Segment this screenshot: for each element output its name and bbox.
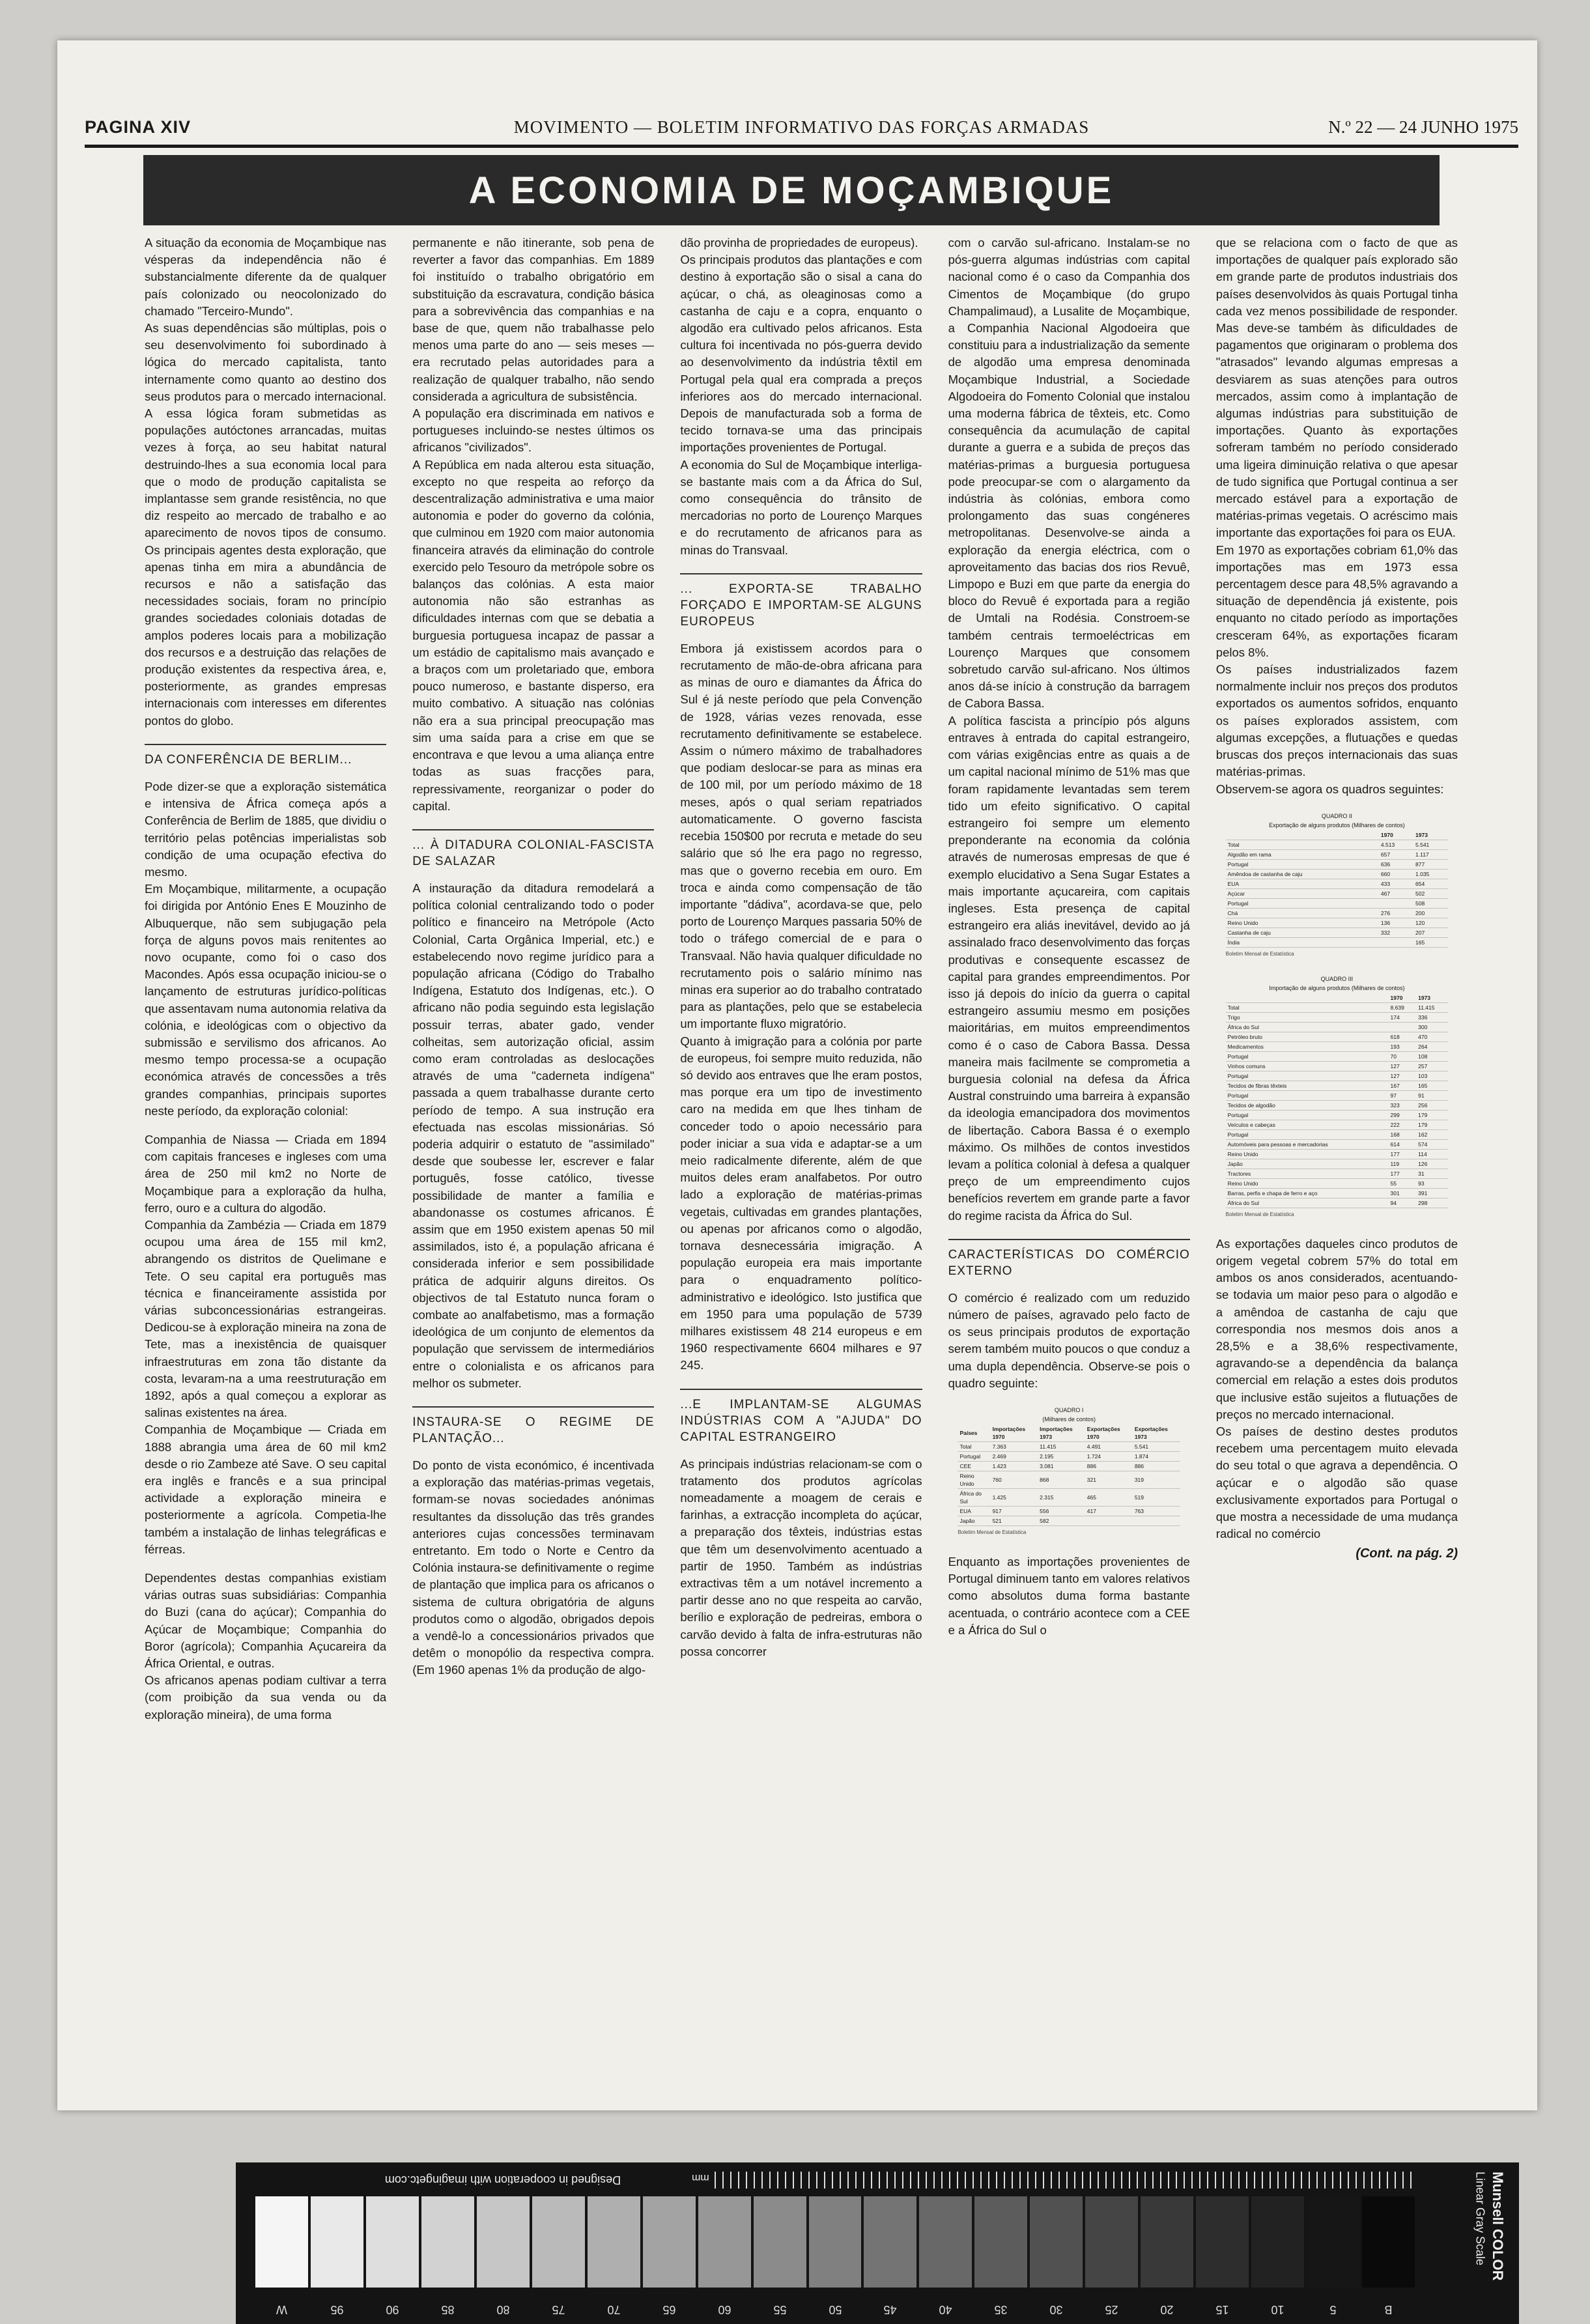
paragraph: Em Moçambique, militarmente, a ocupação foi dirigida por António Enes E Mouzinho de Albuquerque, não sem subjugação pela força de alguns povos mais renitentes ao novo ocupante, como foi o caso dos Macondes. Após essa ocupação iniciou-se o lançamento de estruturas jurídico-políticas que assentavam numa autonomia relativa da colónia, e ideológicas com o objectivo da submissão e servilismo dos africanos. Ao mesmo tempo processa-se a ocupação económica através de concessões a três grandes companhias, principais suportes neste período, da exploração colonial: (145, 882, 387, 1118)
table-cell: Importações 1973 (1038, 1424, 1085, 1442)
table-row (1226, 840, 1449, 849)
table-cell: CEE (958, 1462, 990, 1471)
table-cell: 8.639 (1389, 1002, 1417, 1012)
table-cell: 177 (1389, 1149, 1417, 1159)
table-cell: 7.363 (991, 1442, 1038, 1452)
table-cell: 1.724 (1085, 1452, 1133, 1462)
table-row (958, 1507, 1180, 1516)
table-cell: 120 (1413, 918, 1448, 928)
table-row (1226, 928, 1449, 937)
table-cell: 877 (1413, 859, 1448, 869)
table-cell: 1.117 (1413, 849, 1448, 859)
table-cell: 256 (1416, 1100, 1448, 1110)
table-cell: Amêndoa de castanha de caju (1226, 869, 1379, 879)
paragraph: que se relaciona com o facto de que as importações de qualquer país explorado são em grande parte de produtos industriais dos países desenvolvidos às quais Portugal tinha cada vez menos possibilidade de responder. Mas deve-se também às dificuldades de pagamentos que originaram o problema dos "atrasados" levando algumas empresas a desviarem as suas atenções para outros mercados, assim como à implantação de algumas indústrias para substituição de importações. Quanto às exportações sofreram também no período considerado uma ligeira diminuição relativa o que apesar de tudo significa que Portugal continua a ser mercado estável para a exportação de matérias-primas vegetais. O acréscimo mais importante das exportações foi para os EUA. (1215, 236, 1458, 540)
mm-ruler (715, 2172, 1412, 2189)
table-title: QUADRO I (1054, 1407, 1084, 1413)
table-cell: Portugal (1226, 1051, 1389, 1061)
gray-scale-number: 55 (773, 2303, 787, 2316)
table-cell: 193 (1389, 1042, 1417, 1051)
table-cell: 470 (1416, 1032, 1448, 1042)
table-row (1226, 993, 1449, 1003)
paragraph: Pode dizer-se que a exploração sistemática e intensiva de África começa após a Conferência de Berlim de 1885, que dividiu o território pelas potências imperialistas sob condição de uma ocupação efectiva do mesmo. (145, 779, 387, 879)
gray-patch (974, 2196, 1027, 2288)
strip-credit: Designed in cooperation with imagingetc.com (384, 2174, 621, 2187)
gray-patch (588, 2196, 640, 2288)
table-subtitle: Exportação de alguns produtos (Milhares de contos) (1269, 821, 1405, 829)
table-cell: 11.415 (1038, 1442, 1085, 1452)
table-cell: 417 (1085, 1507, 1133, 1516)
table-cell: 1.423 (991, 1462, 1038, 1471)
table-row (1226, 1110, 1449, 1120)
gray-scale-number: 15 (1215, 2303, 1229, 2316)
table-cell: Portugal (1226, 1110, 1389, 1120)
table-cell: Petróleo bruto (1226, 1032, 1389, 1042)
table-cell: 2.195 (1038, 1452, 1085, 1462)
table-cell: 886 (1133, 1462, 1180, 1471)
table-cell: 1970 (1389, 993, 1417, 1003)
table-row (958, 1462, 1180, 1471)
table-cell: Chá (1226, 908, 1379, 918)
table-cell: Tecidos de fibras têxteis (1226, 1081, 1389, 1090)
table-cell: 103 (1416, 1071, 1448, 1081)
table-cell: 126 (1416, 1159, 1448, 1169)
paragraph: As exportações daqueles cinco produtos de origem vegetal cobrem 57% do total em ambos os anos considerados, acentuando-se todavia um maior peso para o algodão e a amêndoa de castanha de caju que correspondia nos mesmos dois anos a 28,5% e a 38,6% respectivamente, agravando-se a dependência da balança comercial em relação a estes dois produtos que inclusive estão sujeitos a flutuações de preços no mercado internacional. (1215, 1236, 1458, 1421)
table-row (1226, 1081, 1449, 1090)
gray-patch (1307, 2196, 1359, 2288)
gray-patch (698, 2196, 751, 2288)
table-cell: África do Sul (1226, 1198, 1389, 1208)
gray-patch (643, 2196, 696, 2288)
table-cell (1085, 1516, 1133, 1526)
gray-scale-number: 25 (1105, 2303, 1118, 2316)
table-row (958, 1452, 1180, 1462)
table-row (958, 1442, 1180, 1452)
table-cell: EUA (958, 1507, 990, 1516)
gray-patch (1141, 2196, 1193, 2288)
table-cell: 108 (1416, 1051, 1448, 1061)
paragraph: Dependentes destas companhias existiam várias outras suas subsidiárias: Companhia do Buzi (cana do açúcar); Companhia do Açúcar de Moçambique; Companhia do Boror (agrícola); Companhia Açucareira da África Oriental, e outras. (145, 1571, 387, 1671)
table-cell: Automóveis para pessoas e mercadorias (1226, 1139, 1389, 1149)
table-row (1226, 1129, 1449, 1139)
paragraph: com o carvão sul-africano. Instalam-se no pós-guerra algumas indústrias com capital nacional como é o caso da Companhia dos Cimentos de Moçambique (do grupo Champalimaud), a Lusalite de Moçambique, a Companhia Nacional Algodoeira que constituiu para a industrialização da semente de algodão uma empresa denominada Moçambique Industrial, a Sociedade Algodoeira do Fomento Colonial que instalou uma moderna fábrica de têxteis, etc. Como consequência da acumulação de capital durante a guerra e a subida de preços das matérias-primas a burguesia portuguesa pode preocupar-se com o alargamento da indústria às colónias, embora como prolongamento das suas congéneres metropolitanas. Desenvolve-se ainda a exploração da energia eléctrica, com o aproveitamento das bacias dos rios Revuê, Limpopo e Buzi em que parte da energia do bloco do Revuê é exportada para a região de Umtali na Rodésia. Constroem-se também centrais termoeléctricas em Lourenço Marques que consomem sobretudo carvão sul-africano. Nos últimos anos dá-se início à construção da barragem de Cabora Bassa. (948, 236, 1190, 711)
gray-scale-number: 30 (1049, 2303, 1063, 2316)
table-cell: Portugal (958, 1452, 990, 1462)
scale-name: Linear Gray Scale (1473, 2172, 1487, 2266)
table-cell: 1970 (1379, 830, 1413, 840)
table-cell: Total (1226, 840, 1379, 849)
table-row (1226, 888, 1449, 898)
table-cell: 177 (1389, 1169, 1417, 1178)
header-rule (85, 145, 1518, 148)
table-row (958, 1489, 1180, 1507)
table-cell: 11.415 (1416, 1002, 1448, 1012)
publication-title: MOVIMENTO — BOLETIM INFORMATIVO DAS FORÇAS ARMADAS (513, 117, 1090, 137)
gray-scale-number: 70 (607, 2303, 621, 2316)
table-cell: Castanha de caju (1226, 928, 1379, 937)
table-cell: 165 (1413, 937, 1448, 947)
table-cell: 298 (1416, 1198, 1448, 1208)
table-source: Boletim Mensal de Estatística (1225, 950, 1294, 957)
paragraph: Embora já existissem acordos para o recrutamento de mão-de-obra africana para as minas de ouro e diamantes da África do Sul é já neste período que pela Convenção de 1928, várias vezes renovada, esse recrutamento definitivamente se estabelece. Assim o número máximo de trabalhadores que podiam deslocar-se para as minas era de 100 mil, por um período máximo de 18 meses, após o qual seriam repatriados automaticamente. O governo fascista recebia 150$00 por recruta e metade do seu salário que só lhe era pago no regresso, mas que o governo recebia em ouro. Em troca e ainda como compensação de tão importante "dádiva", acordava-se que, pelo porto de Lourenço Marques passaria 50% de todo o tráfego comercial de e para o Transvaal. Não havia qualquer dificuldade no recrutamento pois o salário mínimo nas minas era superior ao do trabalho contratado para as plantações, pelo que se estabelecia um importante fluxo migratório. (680, 641, 922, 1031)
table-cell (1379, 898, 1413, 908)
column-4 (948, 234, 1190, 2032)
table-cell: 276 (1379, 908, 1413, 918)
table-title: QUADRO III (1320, 975, 1354, 982)
table-cell: Países (958, 1424, 990, 1442)
table-cell: 4.491 (1085, 1442, 1133, 1452)
table-cell: 93 (1416, 1178, 1448, 1188)
table-row (1226, 1002, 1449, 1012)
table-cell: Reino Unido (1226, 1149, 1389, 1159)
table-cell: 70 (1389, 1051, 1417, 1061)
table-cell: 519 (1133, 1489, 1180, 1507)
section-heading: INSTAURA-SE O REGIME DE PLANTAÇÃO... (412, 1406, 654, 1447)
gray-patch (366, 2196, 419, 2288)
table-cell: Vinhos comuns (1226, 1061, 1389, 1071)
table-cell: 136 (1379, 918, 1413, 928)
article-title: A ECONOMIA DE MOÇAMBIQUE (143, 155, 1440, 225)
table-row (1226, 859, 1449, 869)
paragraph: O comércio é realizado com um reduzido número de países, agravado pelo facto de os seus principais produtos de exportação serem também muito poucos o que conduz a uma dupla dependência. Observe-se pois o quadro seguinte: (948, 1290, 1190, 1390)
paragraph: Quanto à imigração para a colónia por parte de europeus, foi sempre muito reduzida, não só devido aos entraves que lhe eram postos, mas porque era um tipo de investimento caro na medida em que lhes tinham de conceder todo o apoio necessário para poder iniciar a sua vida e adaptar-se a um meio radicalmente diferente, além de que muitos deles eram analfabetos. Por outro lado a exploração de matérias-primas vegetais, cultivadas em grandes plantações, ou apenas por africanos como o algodão, tornava desnecessária imigração. A população europeia era mais importante para o enquadramento político-administrativo e ideológico. Isto justifica que em 1950 para uma população de 5739 milhares existissem 48 214 europeus e em 1960 respectivamente 6604 milhares e 97 245. (680, 1034, 922, 1372)
table-cell: 127 (1389, 1071, 1417, 1081)
gray-patch (754, 2196, 806, 2288)
table-cell: 31 (1416, 1169, 1448, 1178)
table-cell: 332 (1379, 928, 1413, 937)
paragraph: Os países de destino destes produtos recebem uma percentagem muito elevada do seu total o que agrava a dependência. O açúcar e o algodão são quase exclusivamente exportados para Portugal o que mostra a necessidade de uma mudança radical no comércio (1215, 1424, 1458, 1541)
table-cell: 4.513 (1379, 840, 1413, 849)
table-cell: 2.315 (1038, 1489, 1085, 1507)
paragraph: A República em nada alterou esta situação, excepto no que respeita ao reforço da descentralização administrativa e uma maior autonomia e poder do governo da colónia, que culminou em 1920 com maior autonomia financeira através da eliminação do controle exercido pelo Tesouro da metrópole sobre os balanços das colónias. A esta maior autonomia não são estranhas as dificuldades internas com que se debatia a burguesia portuguesa incapaz de passar a um estádio de capitalismo mais avançado e a braços com um proletariado que, embora pouco numeroso, e bastante disperso, era muito combativo. A situação nas colónias não era a sua principal preocupação mas sim uma saída para a crise em que se encontrava e que levou a uma aliança entre todas as suas fracções para, repressivamente, reorganizar o poder do capital. (412, 457, 655, 813)
gray-scale-number: 35 (994, 2303, 1008, 2316)
table-cell (1379, 937, 1413, 947)
table-cell: 168 (1389, 1129, 1417, 1139)
paragraph: A economia do Sul de Moçambique interliga-se bastante mais com a da África do Sul, como consequência do trânsito de mercadorias no porto de Lourenço Marques e do recrutamento de africanos para as minas do Transvaal. (680, 457, 922, 557)
paragraph: A situação da economia de Moçambique nas vésperas da independência não é substancialmente diferente da de qualquer país colonizado ou neocolonizado do chamado "Terceiro-Mundo". (145, 236, 387, 318)
table-cell: 508 (1413, 898, 1448, 908)
table-cell: Importações 1970 (991, 1424, 1038, 1442)
table-cell: Portugal (1226, 859, 1379, 869)
table-cell: Portugal (1226, 1090, 1389, 1100)
table-cell (1133, 1516, 1180, 1526)
gray-patch (532, 2196, 585, 2288)
column-2 (412, 234, 654, 2032)
gray-scale-number: 45 (883, 2303, 897, 2316)
section-heading: ... À DITADURA COLONIAL-FASCISTA DE SALAZAR (412, 829, 654, 870)
table-cell: 200 (1413, 908, 1448, 918)
paragraph: Companhia de Moçambique — Criada em 1888 abrangia uma área de 60 mil km2 desde o rio Zambeze até Save. O seu capital era inglês e francês e a sua principal actividade a exploração mineira e posteriormente a agrícola. Competia-lhe também a instalação de linhas telegráficas e férreas. (145, 1423, 387, 1556)
table-row (1226, 1042, 1449, 1051)
table-cell (1389, 1022, 1417, 1032)
table-cell: 264 (1416, 1042, 1448, 1051)
paragraph: Observem-se agora os quadros seguintes: (1215, 782, 1444, 796)
table-row (958, 1424, 1180, 1442)
issue-date: N.º 22 — 24 JUNHO 1975 (1328, 117, 1518, 137)
paragraph: Companhia de Niassa — Criada em 1894 com capitais franceses e ingleses com uma área de 250 mil km2 no Norte de Moçambique para a exploração da hulha, ferro, ouro e a cultura do algodão. (145, 1132, 387, 1215)
table-cell: Portugal (1226, 1129, 1389, 1139)
paragraph: Os principais produtos das plantações e com destino à exportação são o sisal a cana do açúcar, o chá, as oleaginosas como a castanha de caju e a copra, enquanto o algodão era cultivado pelos africanos. Esta cultura foi incentivada no pós-guerra devido ao desenvolvimento da indústria têxtil em Portugal pela qual era comprada a preços inferiores aos do mercado internacional. Depois de manufacturada sob a forma de tecido tornava-se uma das principais importações provenientes de Portugal. (680, 253, 922, 455)
column-5 (1216, 234, 1458, 2032)
table-row (1226, 830, 1449, 840)
table-row (1226, 898, 1449, 908)
table-source: Boletim Mensal de Estatística (958, 1529, 1027, 1535)
table-cell: 3.081 (1038, 1462, 1085, 1471)
table-cell: 119 (1389, 1159, 1417, 1169)
table-row (1226, 937, 1449, 947)
table-cell: África do Sul (1226, 1022, 1389, 1032)
paragraph: As suas dependências são múltiplas, pois o seu desenvolvimento foi subordinado à lógica do mercado capitalista, tanto internamente como quanto ao destino dos seus produtos para o mercado internacional. A essa lógica foram submetidas as populações autóctones arrancadas, muitas vezes à força, ao seu habitat natural destruindo-lhes a sua economia local para que o modo de produção capitalista se implantasse sem grande resistência, no que diz respeito ao mercado de trabalho e ao aparecimento de novos tipos de consumo. Os principais agentes desta exploração, que apenas tinha em mira a abundância de recursos e não a satisfação das necessidades sociais, foram no princípio grandes sociedades coloniais dotadas de amplos poderes locais para a mobilização dos recursos e a destruição das relações de produção existentes da respectiva área, e, posteriormente, as grandes empresas internacionais com interesses em diferentes pontos do globo. (145, 321, 387, 728)
paragraph: A instauração da ditadura remodelará a política colonial centralizando todo o poder político e financeiro na Metrópole (Acto Colonial, Carta Orgânica Imperial, etc.) e estabelecendo novo regime jurídico para a população africana (Código do Trabalho Indígena, Estatuto dos Indígenas, etc.). O africano não podia seguindo esta legislação possuir terras, abater gado, vender colheitas, sem autorização oficial, assim como eram controladas as deslocações através de uma "caderneta indígena" passada a quem trabalhasse durante certo período de tempo. A sua instrução era efectuada nas escolas missionárias. Só poderia adquirir o estatuto de "assimilado" desde que soubesse ler, escrever e falar português, fosse católico, tivesse possibilidade de manter a família e abandonasse os costumes africanos. É assim que em 1950 existem apenas 50 mil assimilados, isto é, a população africana é considerada inferior e sem possibilidade prática de adquirir alguns direitos. Os objectivos de tal Estatuto nunca foram o combate ao analfabetismo, mas a formação ideológica de um conjunto de elementos da população que servissem de intermediários entre o colonialista e os africanos para melhor os submeter. (412, 881, 655, 1390)
table-row (1226, 1169, 1449, 1178)
table-cell: 5.541 (1413, 840, 1448, 849)
table-cell: 574 (1416, 1139, 1448, 1149)
table-cell: 1.425 (991, 1489, 1038, 1507)
table-cell: Reino Unido (1226, 1178, 1389, 1188)
table-cell: Portugal (1226, 898, 1379, 908)
table-cell: 300 (1416, 1022, 1448, 1032)
table-cell: 127 (1389, 1061, 1417, 1071)
table-quadro-3 (1226, 975, 1449, 1219)
gray-scale-number: 50 (829, 2303, 842, 2316)
table-cell: 222 (1389, 1120, 1417, 1129)
table-cell: 299 (1389, 1110, 1417, 1120)
column-3 (680, 234, 922, 2032)
paragraph: Companhia da Zambézia — Criada em 1879 ocupou uma área de 155 mil km2, abrangendo os distritos de Quelimane e Tete. O seu capital era português mas técnica e financeiramente assistida por várias subconcessionárias estrangeiras. Dedicou-se à exploração mineira na zona de Tete, mas a inexistência de quaisquer infraestruturas em zona tão distante da costa, levaram-na a uma reestruturação em 1892, após a qual começou a explorar as salinas existentes na área. (145, 1217, 387, 1420)
table-row (1226, 1051, 1449, 1061)
table-cell: Total (958, 1442, 990, 1452)
table-cell (1226, 993, 1389, 1003)
table-row (1226, 1120, 1449, 1129)
table-row (1226, 1090, 1449, 1100)
table-subtitle: (Milhares de contos) (1042, 1416, 1096, 1423)
gray-patch (1030, 2196, 1083, 2288)
gray-patch (809, 2196, 862, 2288)
table-row (1226, 918, 1449, 928)
table-cell: 467 (1379, 888, 1413, 898)
table-cell: Algodão em rama (1226, 849, 1379, 859)
table-cell: Exportações 1973 (1133, 1424, 1180, 1442)
table-row (1226, 1071, 1449, 1081)
gray-scale-number: 95 (330, 2303, 344, 2316)
table-cell: 323 (1389, 1100, 1417, 1110)
table-cell: 1973 (1413, 830, 1448, 840)
table-cell: 336 (1416, 1012, 1448, 1022)
table-cell (1226, 830, 1379, 840)
table-cell: 2.469 (991, 1452, 1038, 1462)
section-heading: CARACTERÍSTICAS DO COMÉRCIO EXTERNO (948, 1239, 1190, 1279)
table-quadro-2 (1226, 812, 1449, 958)
table-cell: 654 (1413, 879, 1448, 888)
gray-patch (1085, 2196, 1138, 2288)
gray-scale-number: 80 (496, 2303, 510, 2316)
table-cell: 556 (1038, 1507, 1085, 1516)
gray-patch (1251, 2196, 1304, 2288)
continuation-note: (Cont. na pág. 2) (1356, 1546, 1458, 1561)
table-cell: Veículos e cabeças (1226, 1120, 1389, 1129)
table-cell: 5.541 (1133, 1442, 1180, 1452)
gray-scale-number: W (276, 2303, 287, 2316)
table-cell: Tecidos de algodão (1226, 1100, 1389, 1110)
table-row (1226, 1159, 1449, 1169)
table-quadro-1 (958, 1406, 1180, 1537)
table-cell: 1.035 (1413, 869, 1448, 879)
gray-scale-target (236, 2162, 1519, 2324)
table-cell: 97 (1389, 1090, 1417, 1100)
table-cell: 257 (1416, 1061, 1448, 1071)
table-cell: 1.874 (1133, 1452, 1180, 1462)
gray-patch (421, 2196, 474, 2288)
table-cell: 207 (1413, 928, 1448, 937)
gray-scale-number: 10 (1271, 2303, 1285, 2316)
table-row (958, 1516, 1180, 1526)
gray-scale-number: B (1384, 2303, 1393, 2316)
table-cell: 868 (1038, 1471, 1085, 1489)
table-cell: 502 (1413, 888, 1448, 898)
article-body (145, 234, 1458, 2032)
table-cell: 618 (1389, 1032, 1417, 1042)
table-cell: 614 (1389, 1139, 1417, 1149)
table-cell: 763 (1133, 1507, 1180, 1516)
gray-scale-number: 65 (662, 2303, 676, 2316)
table-row (1226, 908, 1449, 918)
table-cell: 162 (1416, 1129, 1448, 1139)
table-row (1226, 1198, 1449, 1208)
table-cell: Índia (1226, 937, 1379, 947)
table-subtitle: Importação de alguns produtos (Milhares de contos) (1269, 984, 1405, 991)
page-label: PAGINA XIV (85, 117, 192, 137)
gray-patch (477, 2196, 530, 2288)
gray-patch (255, 2196, 308, 2288)
ruler-unit: mm (692, 2172, 709, 2183)
gray-patch (1362, 2196, 1415, 2288)
table-row (1226, 1032, 1449, 1042)
section-heading: ...E IMPLANTAM-SE ALGUMAS INDÚSTRIAS COM A "AJUDA" DO CAPITAL ESTRANGEIRO (680, 1389, 922, 1445)
table-cell: Tractores (1226, 1169, 1389, 1178)
table-cell: Barras, perfis e chapa de ferro e aço (1226, 1188, 1389, 1198)
gray-scale-number: 60 (718, 2303, 731, 2316)
data-table (1226, 830, 1449, 948)
table-cell: 179 (1416, 1110, 1448, 1120)
table-cell: 301 (1389, 1188, 1417, 1198)
paragraph: Do ponto de vista económico, é incentivada a exploração das matérias-primas vegetais, formam-se novas sociedades anónimas resultantes da dissolução das três grandes anteriores cujas concessões terminavam entretanto. Em todo o Norte e Centro da Colónia instaura-se definitivamente o regime de plantação que implica para os africanos o sistema de cultura obrigatória de alguns produtos como o algodão, obrigados depois a vendê-lo a concessionários privados que detêm o monopólio da respectiva compra. (Em 1960 apenas 1% da produção de algo- (412, 1458, 655, 1677)
table-row (1226, 1188, 1449, 1198)
data-table (958, 1424, 1180, 1526)
table-cell: Trigo (1226, 1012, 1389, 1022)
table-cell: 465 (1085, 1489, 1133, 1507)
table-title: QUADRO II (1321, 812, 1352, 819)
paragraph: dão provinha de propriedades de europeus). (680, 236, 918, 249)
table-cell: 114 (1416, 1149, 1448, 1159)
section-heading: DA CONFERÊNCIA DE BERLIM... (145, 744, 386, 768)
table-row (958, 1471, 1180, 1489)
gray-scale-number: 40 (939, 2303, 952, 2316)
gray-patch (864, 2196, 916, 2288)
table-cell: 91 (1416, 1090, 1448, 1100)
table-cell: Japão (958, 1516, 990, 1526)
table-cell: Japão (1226, 1159, 1389, 1169)
gray-scale-number: 90 (386, 2303, 399, 2316)
table-row (1226, 1178, 1449, 1188)
table-cell: Medicamentos (1226, 1042, 1389, 1051)
table-cell: 886 (1085, 1462, 1133, 1471)
paragraph: Os países industrializados fazem normalmente incluir nos preços dos produtos exportados os aumentos sofridos, enquanto os países explorados assistem, com algumas excepções, a flutuações e quedas bruscas dos preços internacionais das suas matérias-primas. (1215, 662, 1458, 779)
table-row (1226, 869, 1449, 879)
paragraph: Enquanto as importações provenientes de Portugal diminuem tanto em valores relativos como absolutos duma forma bastante acentuada, o contrário acontece com a CEE e a África do Sul o (948, 1555, 1190, 1637)
paragraph: Em 1970 as exportações cobriam 61,0% das importações mas em 1973 essa percentagem desce para 48,5% agravando a situação de dependência já existente, pois enquanto no citado período as importações cresceram 64%, as exportações ficaram pelos 8%. (1215, 543, 1458, 659)
table-row (1226, 1149, 1449, 1159)
table-cell: África do Sul (958, 1489, 990, 1507)
table-cell: Total (1226, 1002, 1389, 1012)
column-1 (145, 234, 386, 2032)
table-row (1226, 849, 1449, 859)
table-cell: 179 (1416, 1120, 1448, 1129)
table-cell: 521 (991, 1516, 1038, 1526)
table-cell: 1973 (1416, 993, 1448, 1003)
paragraph: As principais indústrias relacionam-se com o tratamento dos produtos agrícolas nomeadamente a moagem de cerais e farinhas, a extracção incompleta do açúcar, a preparação dos têxteis, indústrias estas que têm um desenvolvimento acentuado a partir de 1950. Também as indústrias extractivas têm a um notável incremento a partir desse ano no que respeita ao carvão, berílio e exploração de pedreiras, embora o carvão devido à falta de infra-estruturas não possa concorrer (680, 1456, 922, 1658)
table-cell: Reino Unido (1226, 918, 1379, 928)
table-cell: 660 (1379, 869, 1413, 879)
munsell-brand: Munsell COLOR (1490, 2172, 1506, 2281)
table-cell: Açúcar (1226, 888, 1379, 898)
table-row (1226, 1139, 1449, 1149)
data-table (1226, 993, 1449, 1208)
gray-scale-number: 5 (1329, 2303, 1337, 2316)
table-row (1226, 1100, 1449, 1110)
table-cell: 917 (991, 1507, 1038, 1516)
gray-scale-number: 75 (552, 2303, 565, 2316)
table-cell: Reino Unido (958, 1471, 990, 1489)
table-cell: 167 (1389, 1081, 1417, 1090)
gray-patch (919, 2196, 972, 2288)
table-cell: 321 (1085, 1471, 1133, 1489)
paragraph: permanente e não itinerante, sob pena de reverter a favor das companhias. Em 1889 foi instituído o trabalho obrigatório em substituição da escravatura, condição básica para a sobrevivência das companhias e na base de que, quem não trabalhasse pelo menos uma parte do ano — seis meses — era recrutado pelas autoridades para a realização de qualquer trabalho, não sendo considerada a agricultura de subsistência. (412, 236, 655, 403)
table-row (1226, 1012, 1449, 1022)
table-cell: 636 (1379, 859, 1413, 869)
table-row (1226, 879, 1449, 888)
table-cell: 657 (1379, 849, 1413, 859)
table-cell: 55 (1389, 1178, 1417, 1188)
table-cell: 582 (1038, 1516, 1085, 1526)
gray-scale-number: 20 (1160, 2303, 1174, 2316)
page-header (85, 72, 1518, 137)
section-heading: ... EXPORTA-SE TRABALHO FORÇADO E IMPORTAM-SE ALGUNS EUROPEUS (680, 573, 922, 630)
gray-scale-number: 85 (441, 2303, 455, 2316)
table-row (1226, 1022, 1449, 1032)
munsell-logo (1434, 2172, 1506, 2315)
gray-patches (255, 2196, 1415, 2288)
table-source: Boletim Mensal de Estatística (1225, 1211, 1294, 1217)
table-row (1226, 1061, 1449, 1071)
paragraph: Os africanos apenas podiam cultivar a terra (com proibição da sua venda ou da exploração mineira), de uma forma (145, 1673, 387, 1722)
table-cell: EUA (1226, 879, 1379, 888)
gray-patch (1196, 2196, 1249, 2288)
table-cell: 433 (1379, 879, 1413, 888)
table-cell: 94 (1389, 1198, 1417, 1208)
table-cell: 165 (1416, 1081, 1448, 1090)
table-cell: Exportações 1970 (1085, 1424, 1133, 1442)
table-cell: 760 (991, 1471, 1038, 1489)
table-cell: Portugal (1226, 1071, 1389, 1081)
gray-patch (311, 2196, 363, 2288)
paragraph: A população era discriminada em nativos e portugueses incluindo-se nestes últimos os africanos "civilizados". (412, 406, 655, 455)
gray-scale-numbers (255, 2290, 1415, 2316)
table-cell: 319 (1133, 1471, 1180, 1489)
paragraph: A política fascista a princípio pós alguns entraves à entrada do capital estrangeiro, com várias exigências entre as quais a de um capital nacional mínimo de 51% mas que foram rapidamente levantadas sem terem tido um efeito significativo. O capital estrangeiro foi sempre um elemento preponderante na economia da colónia através de numerosas empresas de que é exemplo elucidativo a Sena Sugar Estates a mais importante açucareira, com capitais ingleses. Esta presença de capital estrangeiro era aliás inevitável, devido ao já assinalado fraco desenvolvimento das forças produtivas e consequente escassez de capital para grandes empreendimentos. Por isso já depois do início da guerra o capital estrangeiro assumiu mesmo em posições maioritárias, em muitos empreendimentos como é o caso de Cabora Bassa. Dessa maneira mais facilmente se comprometia a burguesia colonial na defesa da África Austral construindo uma barreira à expansão da ideologia emancipadora dos movimentos de libertação. Cabora Bassa é o exemplo máximo. Os milhões de contos investidos levam a política colonial à defesa a qualquer preço de um empreendimento cujos benefícios revertem em grande parte a favor do regime racista da África do Sul. (948, 713, 1190, 1223)
table-cell: 174 (1389, 1012, 1417, 1022)
table-cell: 391 (1416, 1188, 1448, 1198)
